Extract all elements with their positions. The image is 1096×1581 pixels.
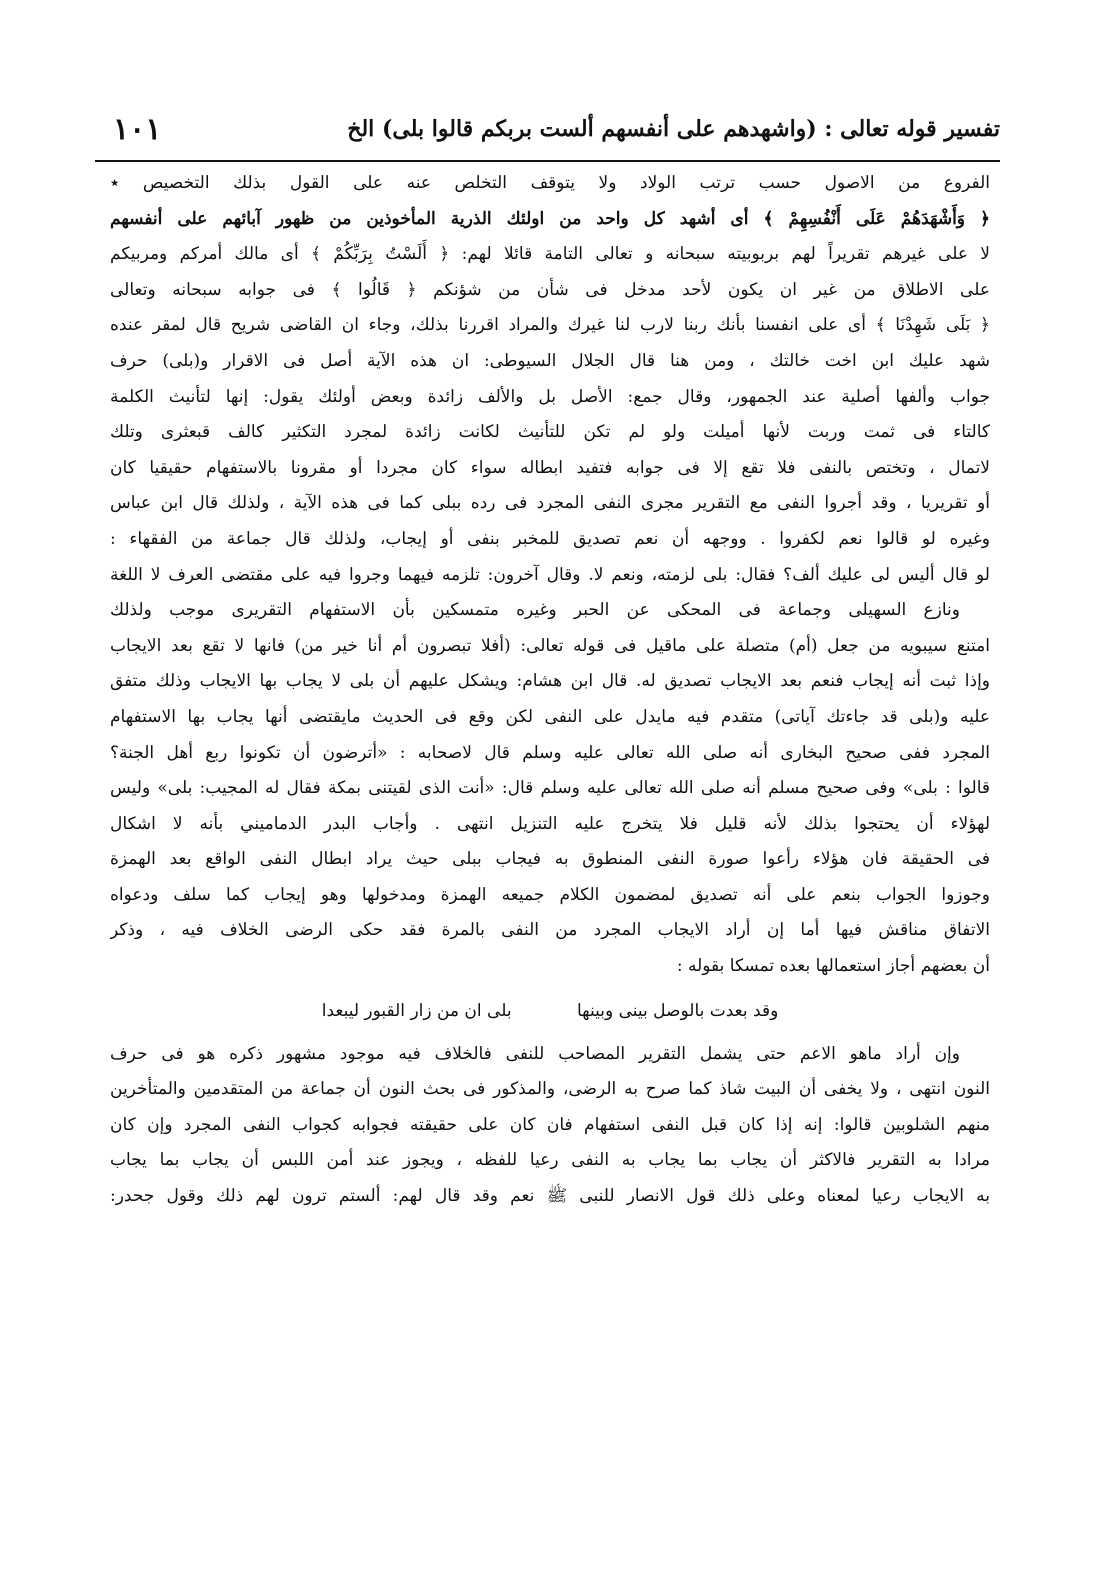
text-line: فى الحقيقة فان هؤلاء رأعوا صورة النفى المنطوق به فيجاب ببلى حيث يراد ابطال النفى الواقع بعد الهمزة <box>110 849 990 870</box>
page-number: ١٠١ <box>113 112 162 147</box>
running-title: تفسير قوله تعالى : (واشهدهم على أنفسهم ألست بربكم قالوا بلى) الخ <box>347 116 1000 142</box>
text-line: لو قال أليس لى عليك ألف؟ فقال: بلى لزمته، ونعم لا. وقال آخرون: تلزمه فيهما وجروا فيه على مقتضى العرف لا اللغة <box>110 564 990 585</box>
page-header <box>95 108 1000 162</box>
text-line: وإذا ثبت أنه إيجاب فنعم بعد الايجاب تصديق له. قال ابن هشام: ويشكل عليهم أن بلى لا يجاب بها الايجاب وذلك متفق <box>110 671 990 692</box>
body-text <box>110 166 990 1215</box>
verse-left-hemistich: بلى ان من زار القبور ليبعدا <box>321 1000 512 1021</box>
text-line: الفروع من الاصول حسب ترتب الولاد ولا يتوقف التخلص عنه على القول بذلك التخصيص ٭ <box>110 173 990 193</box>
text-line: ﴿ بَلَى شَهِدْنَا ﴾ أى على انفسنا بأنك ربنا لارب لنا غيرك والمراد اقررنا بذلك، وجاء ان القاضى شريح قال لمقر عنده <box>110 315 990 336</box>
text-line: الاتفاق مناقش فيها أما إن أراد الايجاب المجرد من النفى بالمرة فقد حكى الرضى الخلاف فيه ، وذكر <box>110 920 990 941</box>
text-line: منهم الشلوبين قالوا: إنه إذا كان قبل النفى استفهام فان كان على حقيقته فجوابه كجواب النفى المجرد وإن كان <box>110 1114 990 1135</box>
text-line: امتنع سيبويه من جعل (أم) متصلة على ماقيل فى قوله تعالى: (أفلا تبصرون أم أنا خير من) فانها لا تقع بعد الايجاب <box>110 635 990 656</box>
text-line: المجرد ففى صحيح البخارى أنه صلى الله تعالى عليه وسلم قال لاصحابه : «أترضون أن تكونوا ربع أهل الجنة؟ <box>110 742 990 763</box>
text-line: ﴿ وَأَشْهَدَهُمْ عَلَى أَنْفُسِهِمْ ﴾ أى أشهد كل واحد من اولئك الذرية المأخوذين من ظهور آبائهم على أنفسهم <box>110 208 990 229</box>
text-line: وإن أراد ماهو الاعم حتى يشمل التقرير المصاحب للنفى فالخلاف فيه موجود مشهور ذكره هو فى حرف <box>110 1043 960 1064</box>
text-line: لاتمال ، وتختص بالنفى فلا تقع إلا فى جوابه فتفيد ابطاله سواء كان مجردا أو مقرونا بالاستفهام حقيقيا كان <box>110 457 990 478</box>
text-line: كالتاء فى ثمت وربت لأنها أميلت ولو لم تكن للتأنيث لكانت زائدة لمجرد التكثير كالف قبعثرى وتلك <box>110 422 990 443</box>
text-line: أن بعضهم أجاز استعمالها بعده تمسكا بقوله : <box>676 956 990 977</box>
text-line: ونازع السهيلى وجماعة فى المحكى عن الحبر وغيره متمسكين بأن الاستفهام التقريرى موجب ولذلك <box>110 600 960 621</box>
text-line: لهؤلاء أن يحتجوا بذلك لأنه قليل فلا يتخرج عليه التنزيل انتهى . وأجاب البدر الدماميني بأنه لا اشكال <box>110 813 990 834</box>
text-line: مرادا به التقرير فالاكثر أن يجاب بما يجاب به النفى رعيا للفظه ، ويجوز عند أمن اللبس أن يجاب بما يجاب <box>110 1150 990 1171</box>
text-line: شهد عليك ابن اخت خالتك ، ومن هنا قال الجلال السيوطى: ان هذه الآية أصل فى الاقرار و(بلى) حرف <box>110 350 990 371</box>
verse-right-hemistich: وقد بعدت بالوصل بينى وبينها <box>576 1000 779 1021</box>
text-line: جواب وألفها أصلية عند الجمهور، وقال جمع: الأصل بل والألف زائدة وبعض أولئك يقول: إنها لتأنيث الكلمة <box>110 386 990 407</box>
text-line: لا على غيرهم تقريراً لهم بربوبيته سبحانه و تعالى التامة قائلا لهم: ﴿ أَلَسْتُ بِرَبِّكُمْ ﴾ أى مالك أمركم ومربيكم <box>110 244 990 265</box>
text-line: النون انتهى ، ولا يخفى أن البيت شاذ كما صرح به الرضى، والمذكور فى بحث النون أن جماعة من المتقدمين والمتأخرين <box>110 1079 990 1100</box>
text-line: به الايجاب رعيا لمعناه وعلى ذلك قول الانصار للنبى ﷺ نعم وقد قال لهم: ألستم ترون لهم ذلك وقول جحدر: <box>110 1186 990 1207</box>
text-line: وغيره لو قالوا نعم لكفروا . ووجهه أن نعم تصديق للمخبر بنفى أو إيجاب، ولذلك قال جماعة من الفقهاء : <box>110 528 990 549</box>
text-line: عليه و(بلى قد جاءتك آياتى) متقدم فيه مايدل على النفى لكن وقع فى الحديث مايقتضى أنها يجاب بها الاستفهام <box>110 706 990 727</box>
text-line: قالوا : بلى» وفى صحيح مسلم أنه صلى الله تعالى عليه وسلم قال: «أنت الذى لقيتنى بمكة فقال له المجيب: بلى» وليس <box>110 778 990 799</box>
text-line: وجوزوا الجواب بنعم على أنه تصديق لمضمون الكلام جميعه الهمزة ومدخولها وهو إيجاب كما سلف ودعواه <box>110 884 990 905</box>
text-line: أو تقريريا ، وقد أجروا النفى مع التقرير مجرى النفى المجرد فى رده ببلى كما فى هذه الآية ، ولذلك قال ابن عباس <box>110 493 990 514</box>
text-line: على الاطلاق من غير ان يكون لأحد مدخل فى شأن من شؤنكم ﴿ قَالُوا ﴾ فى جوابه سبحانه وتعالى <box>110 279 990 300</box>
poetry-verse <box>110 985 990 1037</box>
